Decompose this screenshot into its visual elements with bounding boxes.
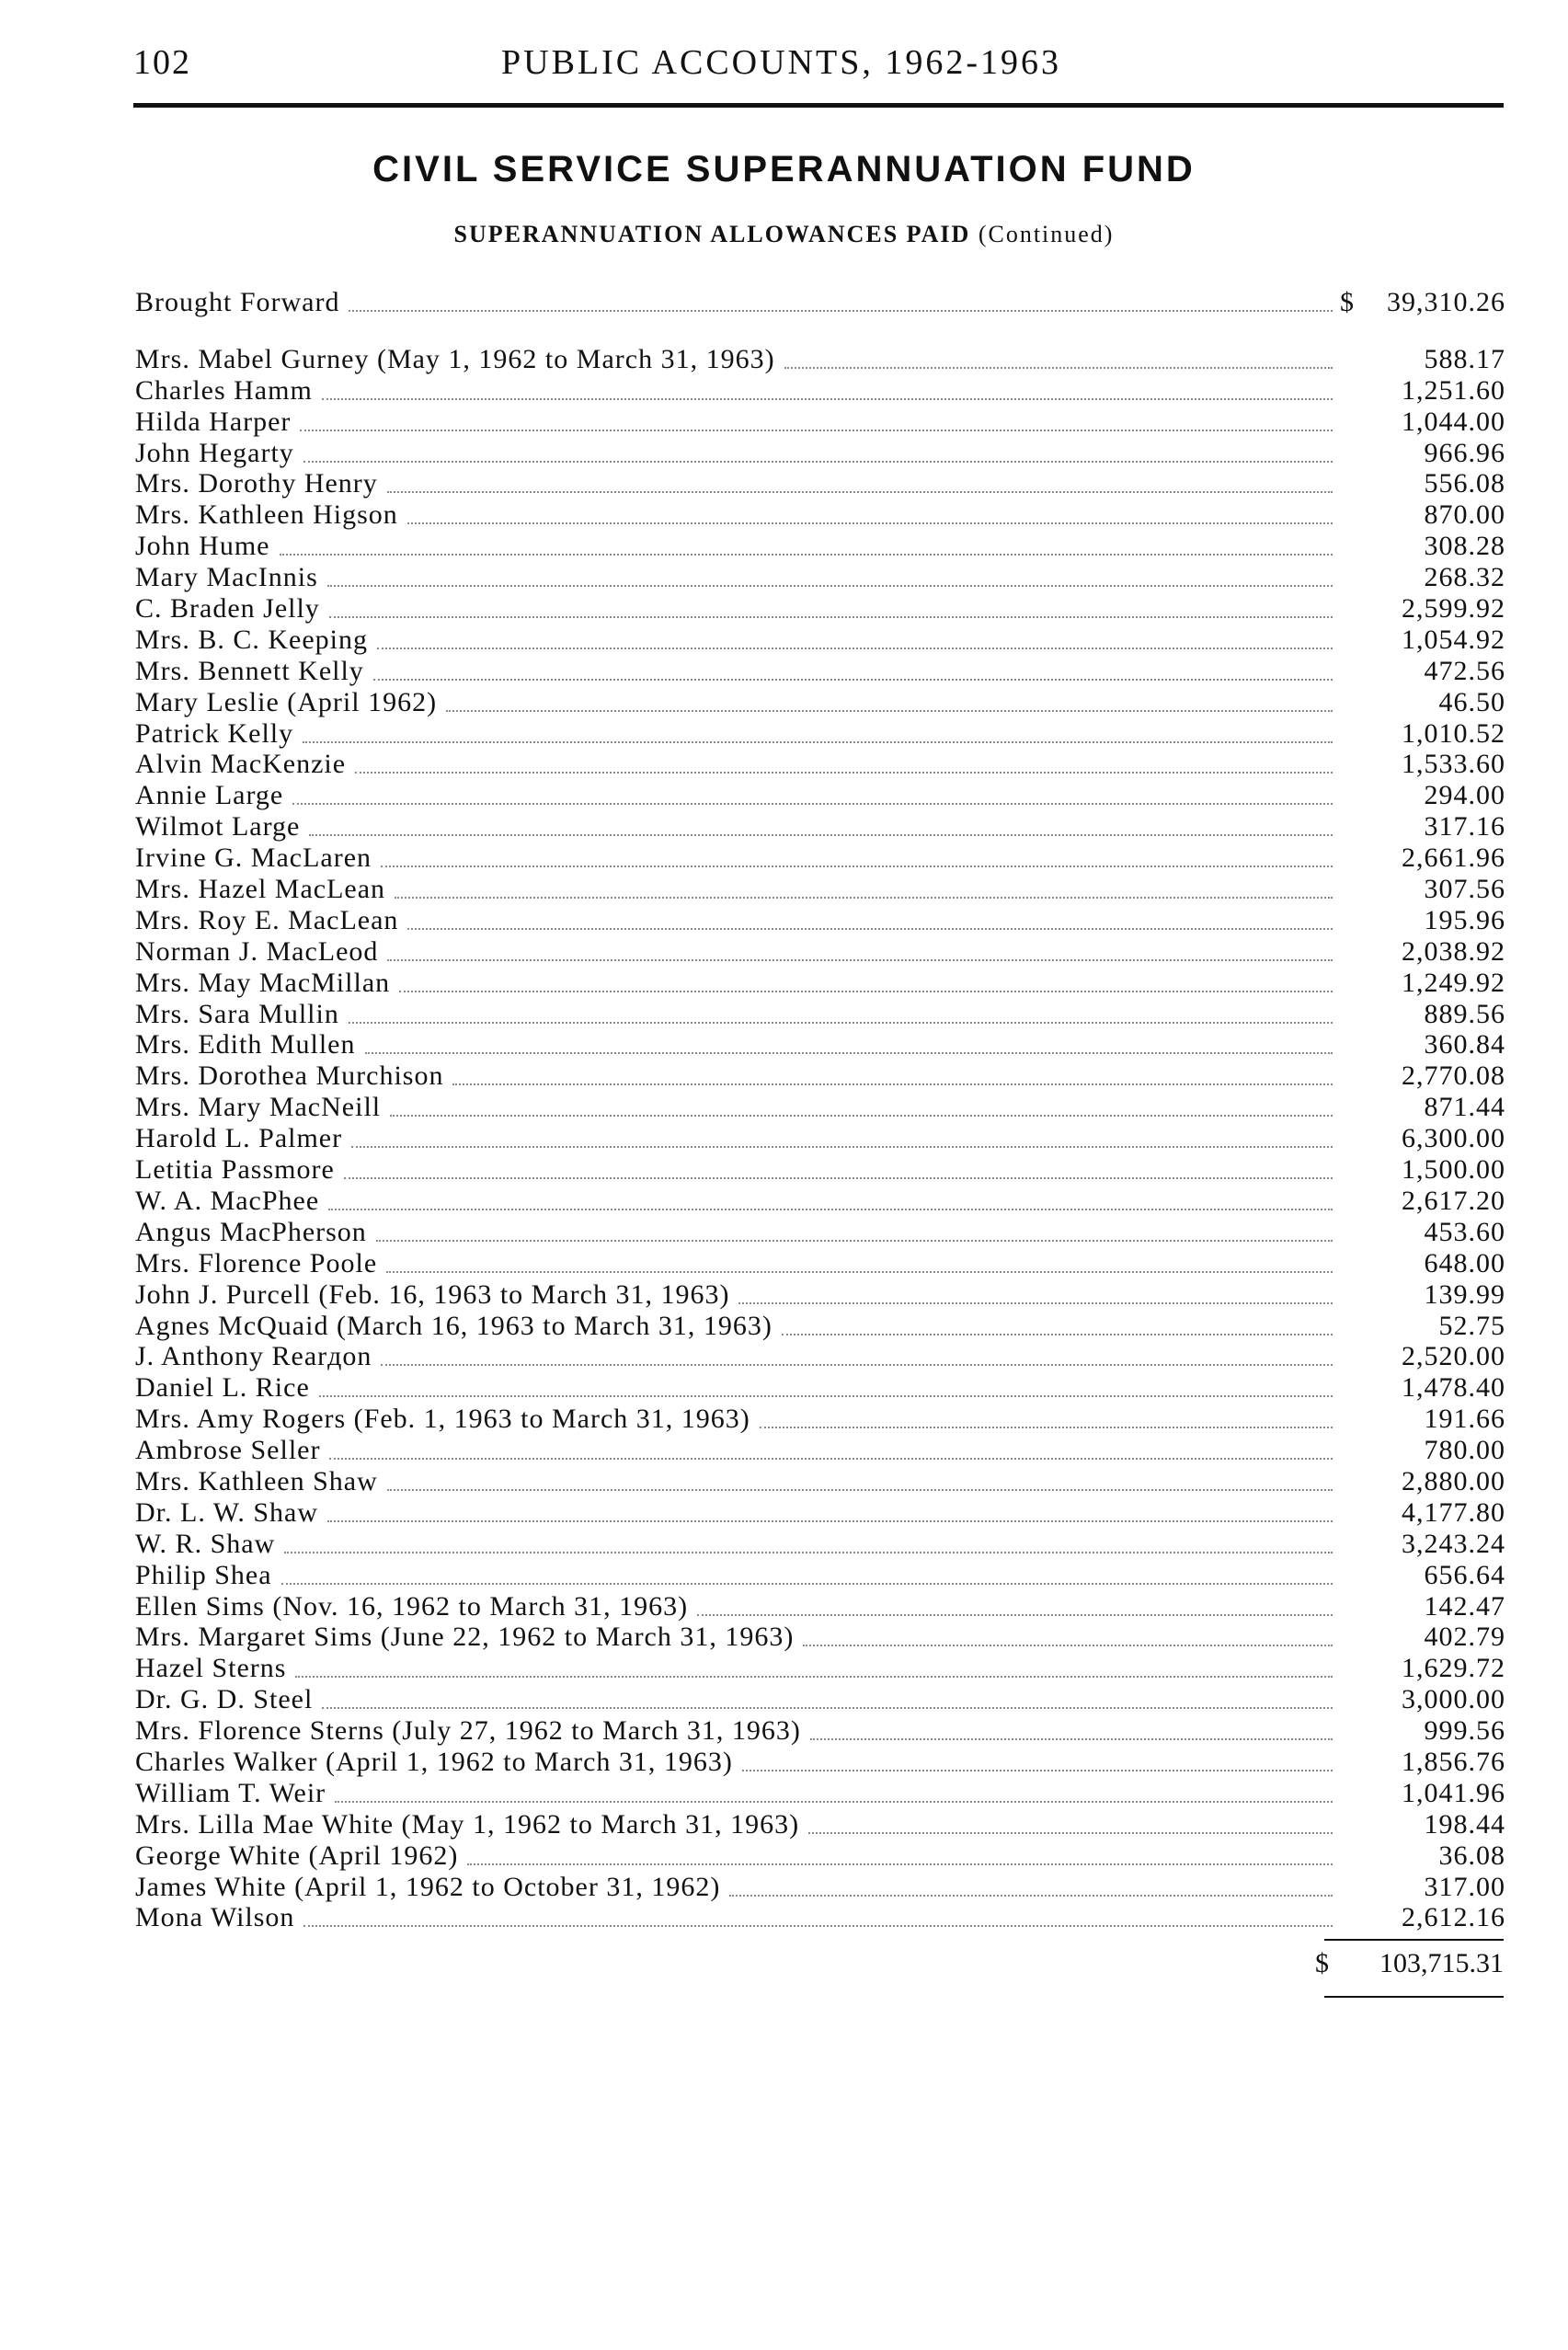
allowance-row xyxy=(135,593,1505,625)
allowance-amount: 198.44 xyxy=(1424,1808,1505,1840)
allowance-amount: 1,856.76 xyxy=(1402,1746,1505,1777)
recipient-name: Mrs. Hazel MacLean xyxy=(135,874,389,905)
dot-leader xyxy=(407,522,1333,524)
allowance-amount: 556.08 xyxy=(1424,468,1505,499)
allowance-row xyxy=(135,843,1505,874)
allowance-row xyxy=(135,1560,1505,1591)
allowance-amount: 1,533.60 xyxy=(1402,749,1505,780)
dot-leader xyxy=(399,990,1333,992)
dot-leader xyxy=(782,1333,1333,1335)
dot-leader xyxy=(784,366,1333,369)
dot-leader xyxy=(467,1863,1333,1865)
recipient-name: Agnes McQuaid (March 16, 1963 to March 31, 1963) xyxy=(135,1311,776,1342)
recipient-name: Letitia Passmore xyxy=(135,1154,338,1186)
recipient-name: Mrs. Dorothea Murchison xyxy=(135,1060,447,1092)
recipient-name: Hazel Sterns xyxy=(135,1653,290,1684)
recipient-name: Mrs. Margaret Sims (June 22, 1962 to March 31, 1963) xyxy=(135,1622,797,1653)
recipient-name: Mrs. Dorothy Henry xyxy=(135,468,382,499)
allowance-amount: 2,599.92 xyxy=(1402,593,1505,625)
allowance-amount: 2,520.00 xyxy=(1402,1341,1505,1372)
allowance-row xyxy=(135,1529,1505,1560)
allowance-amount: 139.99 xyxy=(1424,1278,1505,1310)
allowance-row xyxy=(135,1684,1505,1715)
recipient-name: Daniel L. Rice xyxy=(135,1372,314,1404)
brought-forward-label: Brought Forward xyxy=(135,287,343,318)
allowance-row xyxy=(135,968,1505,999)
allowance-amount: 1,478.40 xyxy=(1402,1372,1505,1404)
currency-symbol: $ xyxy=(1340,287,1355,317)
allowance-amount: 317.16 xyxy=(1424,811,1505,843)
allowance-row xyxy=(135,1248,1505,1279)
recipient-name: Charles Hamm xyxy=(135,375,316,407)
dot-leader xyxy=(349,1021,1333,1024)
allowance-amount: 1,500.00 xyxy=(1402,1154,1505,1186)
allowance-row xyxy=(135,1311,1505,1342)
dot-leader xyxy=(344,1176,1333,1179)
dot-leader xyxy=(284,1551,1333,1553)
dot-leader xyxy=(803,1644,1333,1646)
allowance-row xyxy=(135,407,1505,438)
recipient-name: William T. Weir xyxy=(135,1778,329,1809)
allowance-amount: 1,251.60 xyxy=(1402,374,1505,406)
dot-leader xyxy=(365,1051,1333,1054)
page-header xyxy=(133,42,1504,97)
allowance-amount: 870.00 xyxy=(1424,499,1505,531)
recipient-name: Dr. L. W. Shaw xyxy=(135,1497,322,1529)
allowance-row xyxy=(135,1715,1505,1747)
dot-leader xyxy=(738,1301,1333,1304)
allowance-amount: 2,770.08 xyxy=(1402,1060,1505,1092)
dot-leader xyxy=(452,1083,1333,1085)
allowance-row xyxy=(135,1404,1505,1435)
allowance-row xyxy=(135,1154,1505,1186)
dot-leader xyxy=(303,1924,1333,1927)
allowance-amount: 36.08 xyxy=(1438,1840,1505,1871)
allowance-row xyxy=(135,375,1505,407)
recipient-name: John J. Purcell (Feb. 16, 1963 to March 31, 1963) xyxy=(135,1279,733,1311)
recipient-name: Mrs. Florence Sterns (July 27, 1962 to March 31, 1963) xyxy=(135,1715,805,1747)
allowance-row xyxy=(135,750,1505,781)
allowance-amount: 871.44 xyxy=(1424,1092,1505,1123)
recipient-name: Mrs. Roy E. MacLean xyxy=(135,905,402,936)
allowance-amount: 2,880.00 xyxy=(1402,1465,1505,1496)
allowance-row xyxy=(135,718,1505,750)
allowance-row xyxy=(135,1653,1505,1684)
dot-leader xyxy=(377,647,1333,649)
dot-leader xyxy=(381,865,1333,867)
allowance-row xyxy=(135,1279,1505,1311)
total-rule-top xyxy=(1324,1939,1504,1941)
allowance-amount: 307.56 xyxy=(1424,874,1505,905)
dot-leader xyxy=(808,1831,1333,1834)
allowance-amount: 889.56 xyxy=(1424,998,1505,1029)
allowance-row xyxy=(135,656,1505,687)
allowance-row xyxy=(135,1466,1505,1497)
entry-rows xyxy=(135,344,1505,1933)
allowance-amount: 1,041.96 xyxy=(1402,1777,1505,1808)
recipient-name: W. A. MacPhee xyxy=(135,1186,323,1217)
recipient-name: Mrs. Bennett Kelly xyxy=(135,656,368,687)
allowance-row xyxy=(135,1903,1505,1934)
allowance-amount: 648.00 xyxy=(1424,1247,1505,1278)
recipient-name: Mary MacInnis xyxy=(135,562,322,593)
recipient-name: Mrs. Edith Mullen xyxy=(135,1029,360,1060)
allowance-amount: 453.60 xyxy=(1424,1216,1505,1247)
recipient-name: J. Anthony Rearдon xyxy=(135,1341,375,1372)
allowance-amount: 472.56 xyxy=(1424,655,1505,686)
recipient-name: Mrs. Kathleen Shaw xyxy=(135,1466,382,1497)
allowance-row xyxy=(135,469,1505,500)
dot-leader xyxy=(328,1208,1333,1210)
allowance-amount: 966.96 xyxy=(1424,437,1505,468)
allowance-amount: 52.75 xyxy=(1438,1310,1505,1341)
brought-forward-amount: 39,310.26 xyxy=(1387,287,1505,317)
total-amount: 103,715.31 xyxy=(1379,1948,1504,1978)
dot-leader xyxy=(322,1706,1333,1709)
allowance-amount: 2,038.92 xyxy=(1402,935,1505,967)
allowance-amount: 195.96 xyxy=(1424,904,1505,935)
recipient-name: Mrs. Amy Rogers (Feb. 1, 1963 to March 31, 1963) xyxy=(135,1404,754,1435)
recipient-name: Mrs. B. C. Keeping xyxy=(135,625,372,656)
allowance-amount: 1,249.92 xyxy=(1402,967,1505,998)
allowance-row xyxy=(135,1778,1505,1809)
dot-leader xyxy=(329,1457,1333,1460)
dot-leader xyxy=(810,1737,1333,1740)
dot-leader xyxy=(295,1675,1333,1678)
dot-leader xyxy=(329,615,1333,618)
dot-leader xyxy=(309,833,1333,836)
recipient-name: Mona Wilson xyxy=(135,1902,298,1933)
allowance-row xyxy=(135,811,1505,843)
total-rule-bottom xyxy=(1324,1996,1504,1998)
recipient-name: Mrs. Mary MacNeill xyxy=(135,1092,384,1123)
dot-leader xyxy=(303,460,1333,463)
recipient-name: Ellen Sims (Nov. 16, 1962 to March 31, 1963) xyxy=(135,1591,692,1622)
recipient-name: Annie Large xyxy=(135,780,287,811)
allowance-amount: 780.00 xyxy=(1424,1435,1505,1466)
allowance-row xyxy=(135,625,1505,656)
dot-leader xyxy=(281,1582,1333,1585)
recipient-name: John Hume xyxy=(135,531,274,562)
allowance-amount: 294.00 xyxy=(1424,780,1505,811)
recipient-name: George White (April 1962) xyxy=(135,1840,462,1872)
dot-leader xyxy=(387,958,1333,961)
dot-leader xyxy=(349,309,1333,312)
recipient-name: Alvin MacKenzie xyxy=(135,749,349,780)
allowance-amount: 3,000.00 xyxy=(1402,1684,1505,1715)
allowance-row xyxy=(135,936,1505,968)
recipient-name: Mary Leslie (April 1962) xyxy=(135,687,441,718)
total-row xyxy=(1315,1948,1504,1985)
allowance-amount: 308.28 xyxy=(1424,531,1505,562)
allowance-row xyxy=(135,1435,1505,1466)
dot-leader xyxy=(351,1145,1333,1148)
fund-title: CIVIL SERVICE SUPERANNUATION FUND xyxy=(372,149,1196,189)
allowances-list xyxy=(135,281,1505,1933)
dot-leader xyxy=(387,1488,1333,1491)
allowance-amount: 46.50 xyxy=(1438,686,1505,717)
allowance-row xyxy=(135,1123,1505,1154)
allowance-row xyxy=(135,905,1505,936)
dot-leader xyxy=(292,802,1333,805)
dot-leader xyxy=(729,1894,1333,1897)
dot-leader xyxy=(387,490,1333,493)
recipient-name: W. R. Shaw xyxy=(135,1529,279,1560)
allowance-amount: 360.84 xyxy=(1424,1029,1505,1060)
allowance-amount: 1,054.92 xyxy=(1402,624,1505,655)
allowance-row xyxy=(135,1060,1505,1092)
dot-leader xyxy=(355,771,1333,774)
allowance-amount: 999.56 xyxy=(1424,1715,1505,1747)
allowance-row xyxy=(135,1747,1505,1778)
recipient-name: Harold L. Palmer xyxy=(135,1123,346,1154)
allowance-amount: 1,010.52 xyxy=(1402,717,1505,749)
allowance-amount: 588.17 xyxy=(1424,343,1505,374)
allowance-amount: 3,243.24 xyxy=(1402,1528,1505,1559)
allowance-row xyxy=(135,344,1505,375)
allowance-row xyxy=(135,1622,1505,1654)
recipient-name: Mrs. Sara Mullin xyxy=(135,999,343,1030)
recipient-name: Angus MacPherson xyxy=(135,1217,371,1248)
allowance-row xyxy=(135,780,1505,811)
allowance-row xyxy=(135,1342,1505,1373)
dot-leader xyxy=(395,896,1333,899)
dot-leader xyxy=(319,1394,1333,1397)
dot-leader xyxy=(322,397,1333,400)
recipient-name: Patrick Kelly xyxy=(135,718,297,750)
recipient-name: Mrs. Kathleen Higson xyxy=(135,499,402,531)
dot-leader xyxy=(376,1239,1333,1242)
brought-forward-row xyxy=(135,281,1505,318)
allowance-amount: 317.00 xyxy=(1424,1871,1505,1902)
allowance-row xyxy=(135,1872,1505,1903)
recipient-name: Norman J. MacLeod xyxy=(135,936,382,968)
allowance-row xyxy=(135,1092,1505,1123)
allowance-row xyxy=(135,1497,1505,1529)
recipient-name: Wilmot Large xyxy=(135,811,303,843)
allowance-amount: 191.66 xyxy=(1424,1404,1505,1435)
allowance-row xyxy=(135,999,1505,1030)
section-subtitle xyxy=(0,221,1568,248)
subtitle-note: (Continued) xyxy=(978,221,1115,247)
allowance-amount: 1,044.00 xyxy=(1402,406,1505,437)
allowance-row xyxy=(135,562,1505,593)
allowance-row xyxy=(135,531,1505,562)
running-title: PUBLIC ACCOUNTS, 1962-1963 xyxy=(501,43,1061,82)
recipient-name: C. Braden Jelly xyxy=(135,593,324,625)
dot-leader xyxy=(697,1613,1333,1616)
dot-leader xyxy=(386,1270,1333,1273)
allowance-amount: 6,300.00 xyxy=(1402,1123,1505,1154)
header-rule xyxy=(133,103,1504,108)
allowance-amount: 1,629.72 xyxy=(1402,1653,1505,1684)
allowance-amount: 656.64 xyxy=(1424,1559,1505,1590)
dot-leader xyxy=(303,740,1333,743)
dot-leader xyxy=(335,1800,1333,1803)
recipient-name: Charles Walker (April 1, 1962 to March 31, 1963) xyxy=(135,1747,737,1778)
dot-leader xyxy=(381,1363,1333,1366)
dot-leader xyxy=(446,709,1333,712)
allowance-row xyxy=(135,687,1505,718)
recipient-name: Irvine G. MacLaren xyxy=(135,843,375,874)
total-currency-symbol: $ xyxy=(1315,1948,1329,1978)
allowance-amount: 402.79 xyxy=(1424,1622,1505,1653)
recipient-name: Mrs. May MacMillan xyxy=(135,968,394,999)
dot-leader xyxy=(760,1426,1333,1428)
allowance-row xyxy=(135,1030,1505,1061)
recipient-name: Dr. G. D. Steel xyxy=(135,1684,316,1715)
allowance-row xyxy=(135,1186,1505,1217)
page-number: 102 xyxy=(133,43,191,82)
allowance-amount: 142.47 xyxy=(1424,1590,1505,1622)
dot-leader xyxy=(373,678,1333,681)
subtitle-main: SUPERANNUATION ALLOWANCES PAID xyxy=(453,221,971,247)
recipient-name: Hilda Harper xyxy=(135,407,294,438)
allowance-amount: 268.32 xyxy=(1424,562,1505,593)
recipient-name: Ambrose Seller xyxy=(135,1435,324,1466)
allowance-amount: 2,612.16 xyxy=(1402,1902,1505,1933)
recipient-name: John Hegarty xyxy=(135,438,298,469)
allowance-amount: 2,617.20 xyxy=(1402,1185,1505,1216)
recipient-name: Philip Shea xyxy=(135,1560,276,1591)
allowance-row xyxy=(135,1217,1505,1248)
allowance-row xyxy=(135,1840,1505,1872)
allowance-amount: 2,661.96 xyxy=(1402,843,1505,874)
recipient-name: Mrs. Lilla Mae White (May 1, 1962 to March 31, 1963) xyxy=(135,1809,803,1840)
dot-leader xyxy=(390,1114,1333,1117)
allowance-amount: 4,177.80 xyxy=(1402,1496,1505,1528)
dot-leader xyxy=(742,1769,1333,1771)
dot-leader xyxy=(300,429,1333,431)
dot-leader xyxy=(327,1519,1333,1522)
allowance-row xyxy=(135,438,1505,469)
dot-leader xyxy=(407,927,1333,930)
recipient-name: Mrs. Mabel Gurney (May 1, 1962 to March 31, 1963) xyxy=(135,344,779,375)
allowance-row xyxy=(135,1372,1505,1404)
dot-leader xyxy=(280,553,1333,556)
allowance-row xyxy=(135,499,1505,531)
dot-leader xyxy=(327,584,1333,587)
allowance-row xyxy=(135,1591,1505,1622)
allowance-row xyxy=(135,1809,1505,1840)
allowance-row xyxy=(135,874,1505,905)
recipient-name: Mrs. Florence Poole xyxy=(135,1248,381,1279)
recipient-name: James White (April 1, 1962 to October 31, 1962) xyxy=(135,1872,724,1903)
